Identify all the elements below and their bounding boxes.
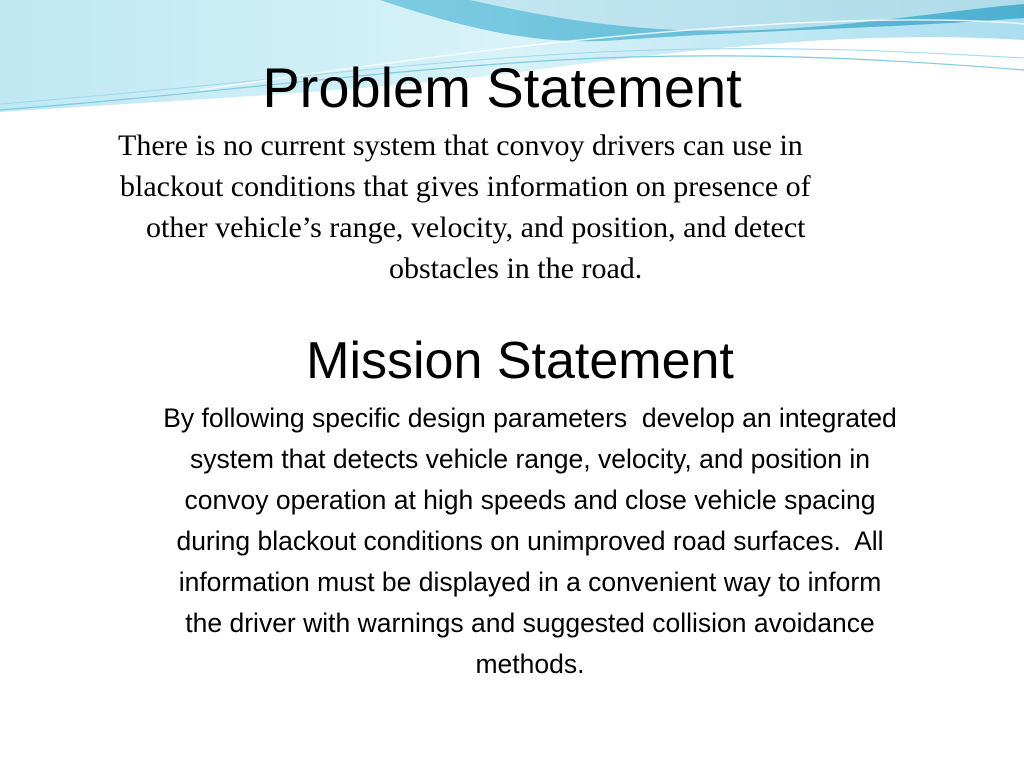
mission-statement-body — [80, 398, 980, 685]
problem-line-2: blackout conditions that gives information on presence of — [120, 170, 811, 203]
problem-line-3: other vehicle’s range, velocity, and position, and detect — [146, 211, 806, 244]
problem-line-4: obstacles in the road. — [389, 252, 643, 285]
mission-line-3: convoy operation at high speeds and close vehicle spacing — [184, 485, 876, 515]
mission-line-4: during blackout conditions on unimproved road surfaces. All — [176, 526, 884, 556]
problem-statement-title: Problem Statement — [262, 56, 742, 119]
problem-statement-body — [112, 125, 972, 289]
mission-line-6: the driver with warnings and suggested collision avoidance — [185, 608, 875, 638]
problem-line-1: There is no current system that convoy drivers can use in — [118, 129, 803, 162]
mission-line-2: system that detects vehicle range, velocity, and position in — [189, 444, 871, 474]
mission-line-7: methods. — [475, 649, 585, 679]
mission-line-1: By following specific design parameters develop an integrated — [163, 403, 897, 433]
mission-line-5: information must be displayed in a convenient way to inform — [178, 567, 882, 597]
mission-statement-title: Mission Statement — [306, 332, 734, 390]
